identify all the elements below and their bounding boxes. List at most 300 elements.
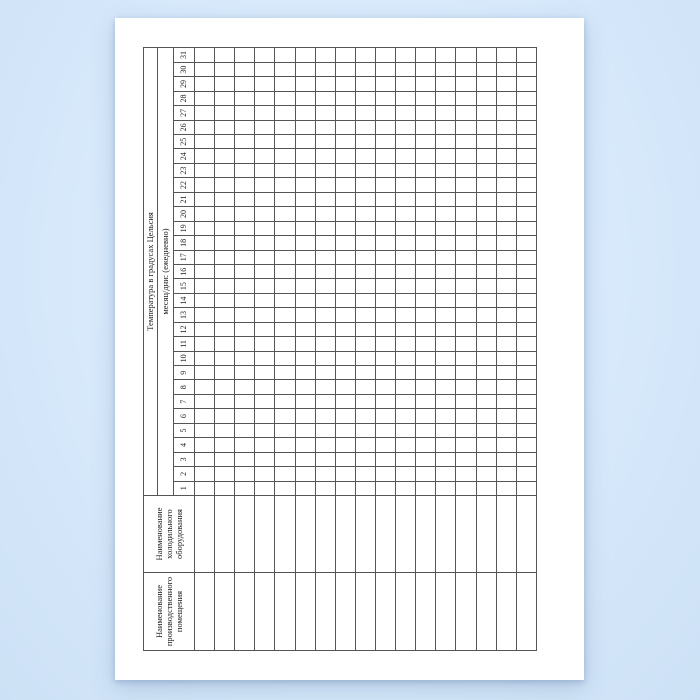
temperature-entry-cell	[375, 62, 395, 76]
temperature-entry-cell	[355, 481, 375, 495]
log-row	[496, 48, 516, 651]
temperature-entry-cell	[436, 77, 456, 91]
temperature-entry-cell	[215, 452, 235, 466]
log-row	[416, 48, 436, 651]
temperature-entry-cell	[295, 308, 315, 322]
temperature-entry-cell	[215, 438, 235, 452]
temperature-entry-cell	[195, 380, 215, 394]
premises-cell	[295, 573, 315, 651]
day-number-cell: 1	[174, 481, 195, 495]
temperature-entry-cell	[275, 366, 295, 380]
temperature-entry-cell	[416, 250, 436, 264]
temperature-entry-cell	[516, 308, 536, 322]
premises-cell	[315, 573, 335, 651]
header-equipment: Наименование холодильного оборудования	[144, 496, 195, 573]
temperature-entry-cell	[456, 409, 476, 423]
temperature-entry-cell	[255, 409, 275, 423]
temperature-entry-cell	[496, 135, 516, 149]
temperature-entry-cell	[456, 308, 476, 322]
day-number-cell: 8	[174, 380, 195, 394]
temperature-entry-cell	[516, 192, 536, 206]
temperature-entry-cell	[375, 236, 395, 250]
temperature-entry-cell	[456, 120, 476, 134]
temperature-entry-cell	[335, 380, 355, 394]
temperature-entry-cell	[275, 163, 295, 177]
temperature-entry-cell	[235, 207, 255, 221]
temperature-entry-cell	[335, 120, 355, 134]
temperature-entry-cell	[476, 236, 496, 250]
temperature-entry-cell	[255, 308, 275, 322]
temperature-entry-cell	[516, 207, 536, 221]
temperature-entry-cell	[476, 135, 496, 149]
temperature-entry-cell	[255, 423, 275, 437]
temperature-entry-cell	[436, 91, 456, 105]
day-number-cell: 21	[174, 192, 195, 206]
temperature-entry-cell	[275, 423, 295, 437]
temperature-entry-cell	[235, 322, 255, 336]
log-row	[436, 48, 456, 651]
temperature-entry-cell	[235, 135, 255, 149]
temperature-entry-cell	[215, 467, 235, 481]
temperature-entry-cell	[195, 91, 215, 105]
temperature-entry-cell	[476, 438, 496, 452]
temperature-entry-cell	[496, 452, 516, 466]
temperature-entry-cell	[235, 423, 255, 437]
temperature-entry-cell	[396, 394, 416, 408]
temperature-entry-cell	[315, 62, 335, 76]
temperature-entry-cell	[335, 467, 355, 481]
temperature-entry-cell	[215, 337, 235, 351]
temperature-entry-cell	[396, 409, 416, 423]
temperature-entry-cell	[235, 380, 255, 394]
temperature-entry-cell	[416, 48, 436, 63]
temperature-entry-cell	[355, 120, 375, 134]
temperature-entry-cell	[396, 236, 416, 250]
temperature-entry-cell	[396, 366, 416, 380]
temperature-entry-cell	[355, 62, 375, 76]
temperature-entry-cell	[476, 322, 496, 336]
temperature-entry-cell	[436, 250, 456, 264]
equipment-cell	[516, 496, 536, 573]
day-number-cell: 5	[174, 423, 195, 437]
day-number-cell: 7	[174, 394, 195, 408]
temperature-entry-cell	[436, 279, 456, 293]
log-row	[235, 48, 255, 651]
temperature-entry-cell	[235, 351, 255, 365]
log-row	[275, 48, 295, 651]
temperature-entry-cell	[416, 120, 436, 134]
temperature-entry-cell	[456, 265, 476, 279]
temperature-entry-cell	[375, 409, 395, 423]
temperature-entry-cell	[436, 394, 456, 408]
temperature-entry-cell	[235, 265, 255, 279]
temperature-entry-cell	[315, 366, 335, 380]
day-number-cell: 19	[174, 221, 195, 235]
temperature-entry-cell	[416, 178, 436, 192]
header-temperature-title: Температура в градусах Цельсия	[144, 48, 158, 496]
temperature-entry-cell	[315, 322, 335, 336]
temperature-entry-cell	[235, 467, 255, 481]
temperature-entry-cell	[215, 481, 235, 495]
temperature-entry-cell	[396, 452, 416, 466]
temperature-entry-cell	[396, 207, 416, 221]
temperature-entry-cell	[195, 452, 215, 466]
temperature-entry-cell	[315, 250, 335, 264]
temperature-entry-cell	[215, 77, 235, 91]
temperature-entry-cell	[375, 438, 395, 452]
temperature-entry-cell	[416, 452, 436, 466]
temperature-entry-cell	[375, 308, 395, 322]
temperature-entry-cell	[396, 279, 416, 293]
temperature-entry-cell	[496, 467, 516, 481]
temperature-entry-cell	[396, 48, 416, 63]
temperature-entry-cell	[396, 192, 416, 206]
temperature-entry-cell	[335, 308, 355, 322]
day-number-cell: 4	[174, 438, 195, 452]
temperature-entry-cell	[456, 178, 476, 192]
temperature-entry-cell	[295, 438, 315, 452]
equipment-cell	[195, 496, 215, 573]
temperature-entry-cell	[396, 250, 416, 264]
temperature-entry-cell	[355, 106, 375, 120]
equipment-cell	[476, 496, 496, 573]
temperature-entry-cell	[416, 279, 436, 293]
temperature-entry-cell	[516, 380, 536, 394]
day-number-cell: 31	[174, 48, 195, 63]
temperature-entry-cell	[496, 322, 516, 336]
temperature-entry-cell	[275, 135, 295, 149]
temperature-entry-cell	[295, 250, 315, 264]
temperature-entry-cell	[396, 178, 416, 192]
temperature-entry-cell	[335, 394, 355, 408]
temperature-entry-cell	[195, 250, 215, 264]
temperature-entry-cell	[516, 236, 536, 250]
temperature-entry-cell	[355, 394, 375, 408]
temperature-entry-cell	[456, 351, 476, 365]
temperature-entry-cell	[496, 423, 516, 437]
temperature-entry-cell	[456, 77, 476, 91]
temperature-entry-cell	[416, 337, 436, 351]
temperature-entry-cell	[255, 481, 275, 495]
temperature-entry-cell	[375, 322, 395, 336]
day-number-cell: 12	[174, 322, 195, 336]
temperature-entry-cell	[255, 337, 275, 351]
temperature-entry-cell	[456, 423, 476, 437]
log-row	[215, 48, 235, 651]
temperature-entry-cell	[476, 366, 496, 380]
temperature-entry-cell	[255, 293, 275, 307]
temperature-entry-cell	[295, 452, 315, 466]
temperature-entry-cell	[315, 351, 335, 365]
temperature-entry-cell	[195, 438, 215, 452]
temperature-entry-cell	[476, 62, 496, 76]
temperature-entry-cell	[295, 77, 315, 91]
temperature-entry-cell	[235, 250, 255, 264]
equipment-cell	[275, 496, 295, 573]
temperature-entry-cell	[496, 481, 516, 495]
temperature-entry-cell	[436, 481, 456, 495]
temperature-entry-cell	[516, 481, 536, 495]
temperature-entry-cell	[416, 423, 436, 437]
day-number-cell: 20	[174, 207, 195, 221]
temperature-entry-cell	[275, 207, 295, 221]
temperature-entry-cell	[456, 106, 476, 120]
temperature-entry-cell	[335, 77, 355, 91]
temperature-entry-cell	[456, 394, 476, 408]
temperature-entry-cell	[315, 394, 335, 408]
day-number-cell: 9	[174, 366, 195, 380]
temperature-entry-cell	[436, 366, 456, 380]
temperature-entry-cell	[416, 207, 436, 221]
premises-cell	[195, 573, 215, 651]
rotated-table-container	[143, 47, 537, 651]
temperature-entry-cell	[496, 91, 516, 105]
temperature-entry-cell	[355, 337, 375, 351]
temperature-entry-cell	[235, 48, 255, 63]
temperature-entry-cell	[315, 481, 335, 495]
temperature-entry-cell	[396, 423, 416, 437]
temperature-entry-cell	[476, 380, 496, 394]
temperature-entry-cell	[496, 380, 516, 394]
temperature-entry-cell	[235, 221, 255, 235]
temperature-entry-cell	[456, 452, 476, 466]
temperature-entry-cell	[496, 149, 516, 163]
log-row	[375, 48, 395, 651]
log-row	[255, 48, 275, 651]
temperature-entry-cell	[215, 308, 235, 322]
temperature-entry-cell	[195, 337, 215, 351]
temperature-entry-cell	[295, 163, 315, 177]
temperature-entry-cell	[235, 149, 255, 163]
temperature-entry-cell	[255, 178, 275, 192]
temperature-entry-cell	[315, 409, 335, 423]
premises-cell	[496, 573, 516, 651]
temperature-entry-cell	[235, 293, 255, 307]
day-number-cell: 28	[174, 91, 195, 105]
temperature-entry-cell	[416, 135, 436, 149]
temperature-entry-cell	[275, 438, 295, 452]
temperature-entry-cell	[295, 423, 315, 437]
temperature-entry-cell	[195, 221, 215, 235]
temperature-entry-cell	[295, 293, 315, 307]
temperature-entry-cell	[396, 91, 416, 105]
temperature-entry-cell	[375, 351, 395, 365]
temperature-entry-cell	[235, 409, 255, 423]
temperature-entry-cell	[255, 265, 275, 279]
temperature-entry-cell	[516, 452, 536, 466]
temperature-entry-cell	[235, 236, 255, 250]
temperature-entry-cell	[476, 394, 496, 408]
temperature-entry-cell	[195, 178, 215, 192]
temperature-entry-cell	[375, 106, 395, 120]
temperature-entry-cell	[355, 221, 375, 235]
temperature-entry-cell	[416, 322, 436, 336]
temperature-entry-cell	[335, 250, 355, 264]
equipment-cell	[456, 496, 476, 573]
temperature-entry-cell	[255, 149, 275, 163]
temperature-entry-cell	[275, 467, 295, 481]
temperature-entry-cell	[416, 77, 436, 91]
temperature-entry-cell	[476, 77, 496, 91]
temperature-entry-cell	[456, 293, 476, 307]
day-number-cell: 13	[174, 308, 195, 322]
temperature-entry-cell	[195, 120, 215, 134]
day-number-cell: 10	[174, 351, 195, 365]
temperature-entry-cell	[335, 481, 355, 495]
temperature-entry-cell	[396, 221, 416, 235]
temperature-entry-cell	[416, 380, 436, 394]
temperature-entry-cell	[496, 221, 516, 235]
temperature-entry-cell	[396, 135, 416, 149]
temperature-entry-cell	[195, 467, 215, 481]
premises-cell	[416, 573, 436, 651]
temperature-entry-cell	[235, 308, 255, 322]
temperature-entry-cell	[235, 481, 255, 495]
temperature-entry-cell	[295, 481, 315, 495]
temperature-entry-cell	[396, 106, 416, 120]
temperature-entry-cell	[195, 236, 215, 250]
temperature-entry-cell	[516, 423, 536, 437]
day-number-cell: 29	[174, 77, 195, 91]
temperature-entry-cell	[275, 106, 295, 120]
temperature-entry-cell	[335, 265, 355, 279]
temperature-entry-cell	[195, 48, 215, 63]
equipment-cell	[355, 496, 375, 573]
temperature-entry-cell	[375, 380, 395, 394]
temperature-entry-cell	[275, 149, 295, 163]
temperature-entry-cell	[496, 394, 516, 408]
temperature-entry-cell	[275, 62, 295, 76]
temperature-entry-cell	[496, 337, 516, 351]
temperature-entry-cell	[516, 366, 536, 380]
temperature-entry-cell	[215, 250, 235, 264]
temperature-entry-cell	[355, 423, 375, 437]
temperature-entry-cell	[315, 380, 335, 394]
temperature-entry-cell	[476, 207, 496, 221]
equipment-cell	[416, 496, 436, 573]
temperature-entry-cell	[215, 351, 235, 365]
temperature-entry-cell	[335, 452, 355, 466]
temperature-entry-cell	[355, 293, 375, 307]
temperature-entry-cell	[195, 322, 215, 336]
temperature-entry-cell	[516, 467, 536, 481]
log-row	[315, 48, 335, 651]
temperature-entry-cell	[215, 394, 235, 408]
temperature-entry-cell	[315, 452, 335, 466]
temperature-entry-cell	[355, 380, 375, 394]
temperature-entry-cell	[476, 178, 496, 192]
temperature-entry-cell	[436, 293, 456, 307]
temperature-entry-cell	[476, 423, 496, 437]
temperature-entry-cell	[476, 192, 496, 206]
temperature-entry-cell	[416, 366, 436, 380]
premises-cell	[235, 573, 255, 651]
temperature-entry-cell	[355, 236, 375, 250]
log-row	[476, 48, 496, 651]
temperature-entry-cell	[355, 308, 375, 322]
temperature-entry-cell	[215, 236, 235, 250]
temperature-entry-cell	[396, 149, 416, 163]
temperature-entry-cell	[315, 438, 335, 452]
document-page	[115, 18, 584, 680]
temperature-entry-cell	[355, 149, 375, 163]
temperature-entry-cell	[355, 77, 375, 91]
temperature-entry-cell	[456, 62, 476, 76]
temperature-entry-cell	[476, 120, 496, 134]
temperature-entry-cell	[215, 221, 235, 235]
log-row	[295, 48, 315, 651]
temperature-entry-cell	[516, 409, 536, 423]
temperature-entry-cell	[255, 236, 275, 250]
temperature-entry-cell	[295, 192, 315, 206]
temperature-entry-cell	[456, 221, 476, 235]
temperature-entry-cell	[215, 62, 235, 76]
temperature-entry-cell	[416, 163, 436, 177]
temperature-entry-cell	[215, 48, 235, 63]
temperature-entry-cell	[235, 394, 255, 408]
temperature-entry-cell	[456, 322, 476, 336]
premises-cell	[275, 573, 295, 651]
temperature-entry-cell	[275, 48, 295, 63]
temperature-entry-cell	[456, 135, 476, 149]
temperature-entry-cell	[275, 236, 295, 250]
temperature-entry-cell	[476, 48, 496, 63]
equipment-cell	[315, 496, 335, 573]
temperature-entry-cell	[335, 351, 355, 365]
temperature-entry-cell	[476, 293, 496, 307]
temperature-entry-cell	[355, 48, 375, 63]
temperature-entry-cell	[496, 120, 516, 134]
temperature-entry-cell	[496, 178, 516, 192]
temperature-entry-cell	[436, 236, 456, 250]
temperature-entry-cell	[375, 394, 395, 408]
temperature-entry-cell	[496, 265, 516, 279]
temperature-entry-cell	[436, 192, 456, 206]
temperature-entry-cell	[235, 337, 255, 351]
temperature-entry-cell	[275, 394, 295, 408]
temperature-entry-cell	[315, 149, 335, 163]
temperature-entry-cell	[516, 394, 536, 408]
temperature-entry-cell	[295, 149, 315, 163]
day-number-cell: 15	[174, 279, 195, 293]
temperature-entry-cell	[436, 120, 456, 134]
temperature-entry-cell	[396, 438, 416, 452]
temperature-entry-cell	[396, 293, 416, 307]
temperature-entry-cell	[315, 467, 335, 481]
temperature-entry-cell	[275, 120, 295, 134]
temperature-entry-cell	[255, 438, 275, 452]
temperature-entry-cell	[456, 467, 476, 481]
equipment-cell	[215, 496, 235, 573]
temperature-entry-cell	[375, 250, 395, 264]
temperature-entry-cell	[295, 62, 315, 76]
temperature-entry-cell	[335, 438, 355, 452]
temperature-entry-cell	[436, 423, 456, 437]
temperature-entry-cell	[355, 250, 375, 264]
temperature-entry-cell	[516, 250, 536, 264]
temperature-entry-cell	[335, 62, 355, 76]
temperature-entry-cell	[416, 409, 436, 423]
temperature-entry-cell	[436, 337, 456, 351]
temperature-entry-cell	[375, 77, 395, 91]
temperature-entry-cell	[315, 163, 335, 177]
temperature-entry-cell	[315, 236, 335, 250]
temperature-entry-cell	[396, 265, 416, 279]
premises-cell	[436, 573, 456, 651]
temperature-entry-cell	[516, 279, 536, 293]
temperature-title-row	[144, 48, 158, 651]
temperature-entry-cell	[436, 438, 456, 452]
